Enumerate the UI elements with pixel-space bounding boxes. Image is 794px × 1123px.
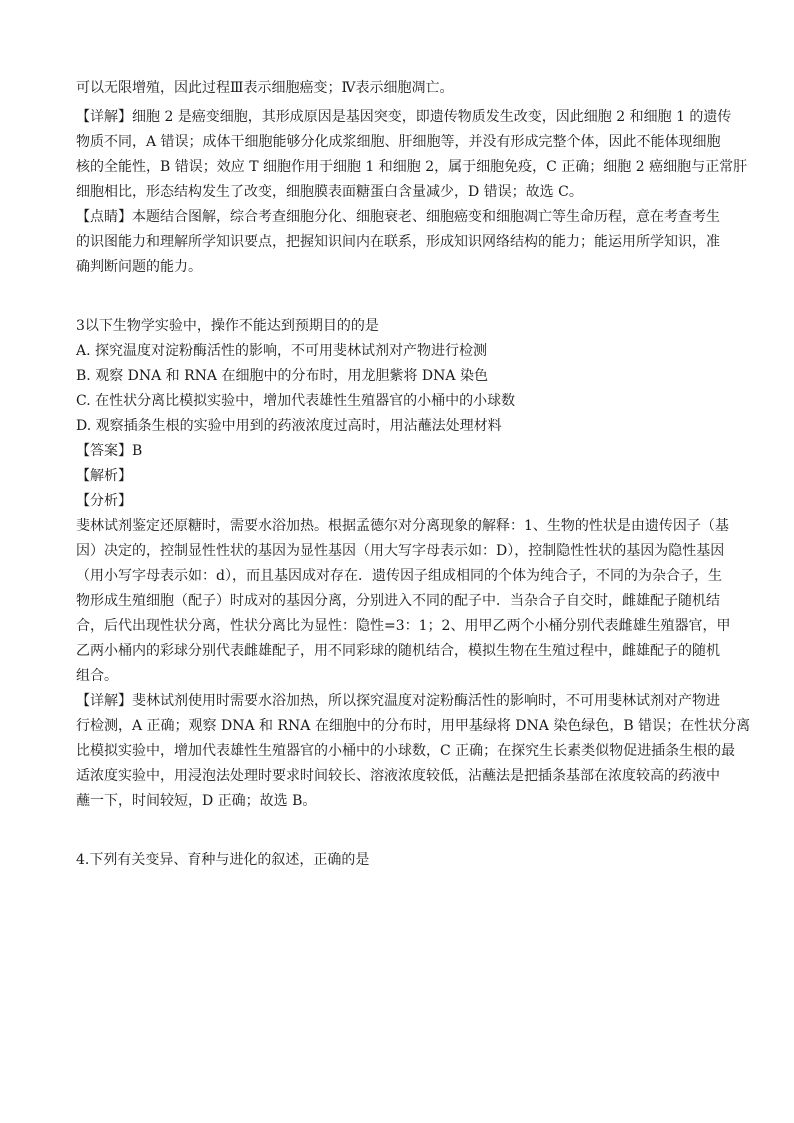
q3-option-a: A. 探究温度对淀粉酶活性的影响，不可用斐林试剂对产物进行检测 xyxy=(76,343,488,359)
q2-comment-line: 的识图能力和理解所学知识要点，把握知识间内在联系，形成知识网络结构的能力；能运用所学知识，准 xyxy=(76,234,720,250)
q2-comment-line: 确判断问题的能力。 xyxy=(76,259,202,275)
q2-detail-line: 物质不同，A 错误；成体干细胞能够分化成浆细胞、肝细胞等，并没有形成完整个体，因此不能体现细胞 xyxy=(76,134,721,150)
q2-detail-line: 核的全能性，B 错误；效应 T 细胞作用于细胞 1 和细胞 2，属于细胞免疫，C 正确；细胞 2 癌细胞与正常肝 xyxy=(76,159,748,175)
q2-comment-line: 【点睛】本题结合图解，综合考查细胞分化、细胞衰老、细胞癌变和细胞凋亡等生命历程，意在考查考生 xyxy=(76,209,720,225)
q3-option-c: C. 在性状分离比模拟实验中，增加代表雄性生殖器官的小桶中的小球数 xyxy=(76,393,516,409)
q2-detail-line: 细胞相比，形态结构发生了改变，细胞膜表面糖蛋白含量减少，D 错误；故选 C。 xyxy=(76,184,583,200)
q3-detail-line: 【详解】斐林试剂使用时需要水浴加热，所以探究温度对淀粉酶活性的影响时，不可用斐林试剂对产物进 xyxy=(76,693,720,709)
q3-detail-line: 比模拟实验中，增加代表雄性生殖器官的小桶中的小球数，C 正确；在探究生长素类似物促进插条生根的最 xyxy=(76,743,736,759)
q3-analysis-line: （用小写字母表示如：d），而且基因成对存在．遗传因子组成相同的个体为纯合子，不同的为杂合子，生 xyxy=(76,568,722,584)
q3-detail-paragraph xyxy=(76,689,751,814)
q3-answer: 【答案】B xyxy=(76,443,143,459)
document-page xyxy=(76,76,751,873)
q3-option-d: D. 观察插条生根的实验中用到的药液浓度过高时，用沾蘸法处理材料 xyxy=(76,418,502,434)
q3-fenxi-tag: 【分析】 xyxy=(76,493,132,509)
q2-comment-paragraph xyxy=(76,205,726,280)
q3-detail-line: 适浓度实验中，用浸泡法处理时要求时间较长、溶液浓度较低，沾蘸法是把插条基部在浓度较高的药液中 xyxy=(76,768,720,784)
q3-analysis-paragraph xyxy=(76,514,731,689)
q4-stem: 4.下列有关变异、育种与进化的叙述，正确的是 xyxy=(76,852,370,868)
spacer xyxy=(76,814,726,848)
q3-option-b: B. 观察 DNA 和 RNA 在细胞中的分布时，用龙胆紫将 DNA 染色 xyxy=(76,368,488,384)
q3-detail-line: 蘸一下，时间较短，D 正确；故选 B。 xyxy=(76,793,317,809)
q3-analysis-line: 斐林试剂鉴定还原糖时，需要水浴加热。根据孟德尔对分离现象的解释：1、生物的性状是由遗传因子（基 xyxy=(76,518,729,534)
q3-analysis-line: 物形成生殖细胞（配子）时成对的基因分离，分别进入不同的配子中．当杂合子自交时，雌雄配子随机结 xyxy=(76,593,720,609)
q2-detail-line: 【详解】细胞 2 是癌变细胞，其形成原因是基因突变，即遗传物质发生改变，因此细胞 2 和细胞 1 的遗传 xyxy=(76,109,732,125)
q3-analysis-line: 乙两小桶内的彩球分别代表雌雄配子，用不同彩球的随机结合，模拟生物在生殖过程中，雌雄配子的随机 xyxy=(76,643,720,659)
q2-tail-line: 可以无限增殖，因此过程Ⅲ表示细胞癌变；Ⅳ表示细胞凋亡。 xyxy=(76,80,454,96)
q3-analysis-line: 组合。 xyxy=(76,668,118,684)
q2-detail-paragraph xyxy=(76,105,748,205)
q3-analysis-tag: 【解析】 xyxy=(76,468,132,484)
q3-analysis-line: 合，后代出现性状分离，性状分离比为显性：隐性=3：1；2、用甲乙两个小桶分别代表雌雄生殖器官，甲 xyxy=(76,618,731,634)
spacer xyxy=(76,280,726,314)
q3-analysis-line: 因）决定的，控制显性性状的基因为显性基因（用大写字母表示如：D），控制隐性性状的基因为隐性基因 xyxy=(76,543,725,559)
q3-detail-line: 行检测，A 正确；观察 DNA 和 RNA 在细胞中的分布时，用甲基绿将 DNA 染色绿色，B 错误；在性状分离 xyxy=(76,718,751,734)
q3-stem: 3以下生物学实验中，操作不能达到预期目的的是 xyxy=(76,318,379,334)
